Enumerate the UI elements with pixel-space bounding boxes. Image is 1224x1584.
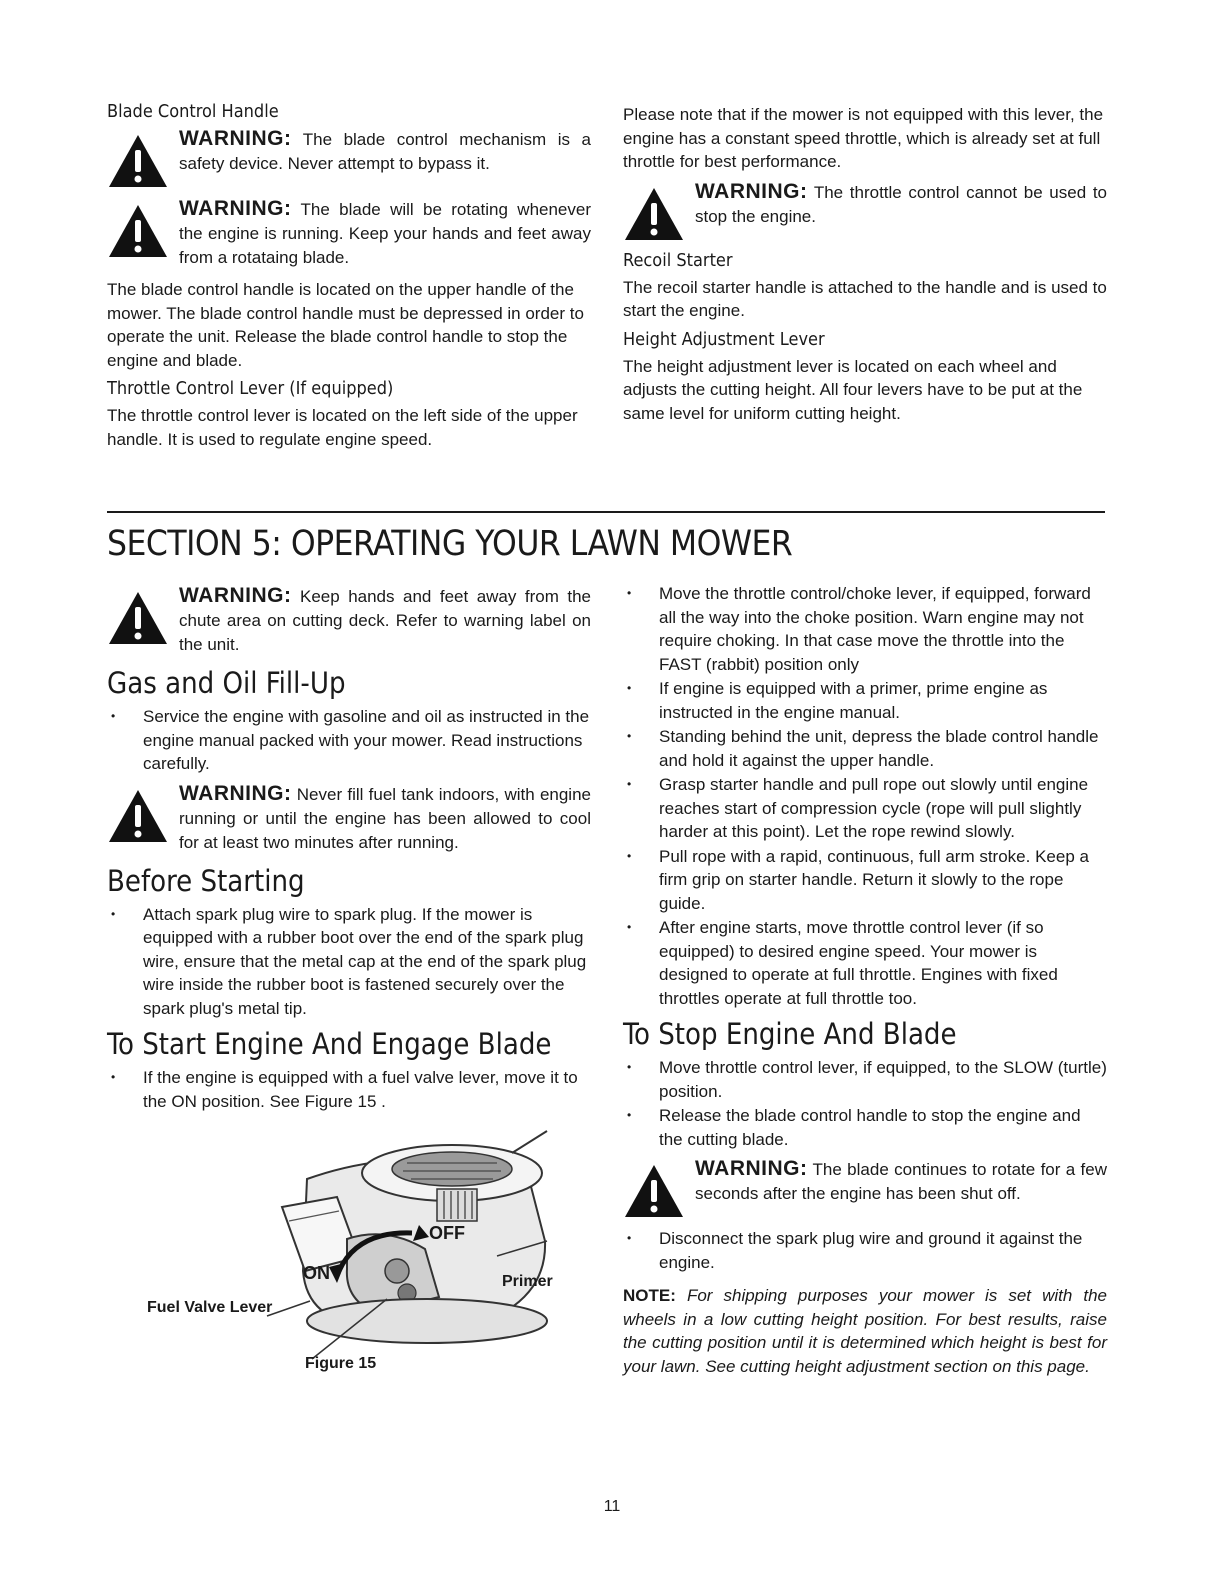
blade-control-body: The blade control handle is located on the upper handle of the mower. The blade control handle must be depressed in order to operate the unit. Release the blade control handle to stop the engine and blade. bbox=[107, 280, 584, 370]
warning-throttle-stop bbox=[623, 180, 1107, 242]
height-heading: Height Adjustment Lever bbox=[623, 328, 825, 350]
section-title: SECTION 5: OPERATING YOUR LAWN MOWER bbox=[107, 524, 793, 564]
top-right-column bbox=[623, 103, 1107, 431]
list-item: • Attach spark plug wire to spark plug. If the mower is equipped with a rubber boot over the end of the spark plug wire, ensure that the metal cap at the end of the spark plug wire inside the rubber boot is fastened securely over the spark plug's metal tip. bbox=[107, 903, 591, 1021]
figure-label-off: OFF bbox=[429, 1223, 465, 1243]
shipping-note bbox=[623, 1284, 1107, 1378]
height-body: The height adjustment lever is located on each wheel and adjusts the cutting height. All four levers have to be put at the same level for uniform cutting height. bbox=[623, 356, 1083, 423]
start-engine-list bbox=[107, 1066, 591, 1113]
warning-triangle-icon bbox=[107, 133, 169, 189]
warning-blade-rotating bbox=[107, 197, 591, 270]
figure-label-on: ON bbox=[303, 1263, 330, 1283]
stop-engine-list-after bbox=[623, 1227, 1107, 1274]
throttle-body: The throttle control lever is located on the left side of the upper handle. It is used to regulate engine speed. bbox=[107, 406, 578, 449]
section-divider bbox=[107, 511, 1105, 513]
warning-text: Never fill fuel tank indoors, with engine running or until the engine has been allowed to cool for at least two minutes after running. bbox=[179, 784, 591, 852]
engine-illustration bbox=[107, 1121, 591, 1361]
list-item: • Grasp starter handle and pull rope out slowly until engine reaches start of compression cycle (rope will pull slightly harder at this point). Let the rope rewind slowly. bbox=[623, 773, 1107, 844]
warning-triangle-icon bbox=[623, 1163, 685, 1219]
note-label: NOTE: bbox=[623, 1286, 676, 1305]
warning-label: WARNING: bbox=[179, 127, 292, 150]
warning-label: WARNING: bbox=[695, 179, 808, 203]
warning-text: The blade control mechanism is a safety device. Never attempt to bypass it. bbox=[179, 130, 591, 173]
figure-label-fuel-valve: Fuel Valve Lever bbox=[147, 1299, 273, 1316]
warning-triangle-icon bbox=[107, 788, 169, 844]
list-item: • Move throttle control lever, if equipped, to the SLOW (turtle) position. bbox=[623, 1056, 1107, 1103]
warning-label: WARNING: bbox=[695, 1157, 808, 1180]
throttle-note: Please note that if the mower is not equipped with this lever, the engine has a constant speed throttle, which is already set at full throttle for best performance. bbox=[623, 105, 1104, 171]
warning-blade-mechanism bbox=[107, 127, 591, 189]
warning-triangle-icon bbox=[107, 203, 169, 259]
list-item: • Disconnect the spark plug wire and ground it against the engine. bbox=[623, 1227, 1107, 1274]
list-item: • Pull rope with a rapid, continuous, full arm stroke. Keep a firm grip on starter handle. Return it slowly to the rope guide. bbox=[623, 845, 1107, 916]
list-item: • If engine is equipped with a primer, prime engine as instructed in the engine manual. bbox=[623, 677, 1107, 724]
start-engine-list-continued bbox=[623, 582, 1107, 1010]
list-item: • Move the throttle control/choke lever, if equipped, forward all the way into the choke position. Warn engine may not require choking. In that case move the throttle into the FAST (rabbit) position only bbox=[623, 582, 1107, 676]
recoil-heading: Recoil Starter bbox=[623, 249, 733, 271]
start-engine-heading: To Start Engine And Engage Blade bbox=[107, 1027, 552, 1061]
figure-label-primer: Primer bbox=[502, 1273, 553, 1290]
bottom-left-column bbox=[107, 582, 591, 1411]
gas-oil-heading: Gas and Oil Fill-Up bbox=[107, 666, 346, 700]
warning-triangle-icon bbox=[107, 590, 169, 646]
top-left-column bbox=[107, 101, 591, 457]
stop-engine-list bbox=[623, 1056, 1107, 1151]
blade-control-heading: Blade Control Handle bbox=[107, 101, 279, 122]
warning-text: The blade continues to rotate for a few seconds after the engine has been shut off. bbox=[695, 1160, 1108, 1203]
warning-chute bbox=[107, 584, 591, 657]
list-item: • Service the engine with gasoline and oil as instructed in the engine manual packed with your mower. Read instructions carefully. bbox=[107, 705, 591, 776]
warning-triangle-icon bbox=[623, 186, 685, 242]
list-item: • Release the blade control handle to stop the engine and the cutting blade. bbox=[623, 1104, 1107, 1151]
recoil-body: The recoil starter handle is attached to the handle and is used to start the engine. bbox=[623, 277, 1107, 320]
list-item: • Standing behind the unit, depress the blade control handle and hold it against the upper handle. bbox=[623, 725, 1107, 772]
warning-label: WARNING: bbox=[179, 781, 292, 805]
stop-engine-heading: To Stop Engine And Blade bbox=[623, 1017, 957, 1051]
list-item: • After engine starts, move throttle control lever (if so equipped) to desired engine speed. Your mower is designed to operate at full throttle. Engines with fixed throttles operate at full throttle too. bbox=[623, 916, 1107, 1010]
figure-caption: Figure 15 bbox=[305, 1355, 377, 1372]
warning-text: Keep hands and feet away from the chute area on cutting deck. Refer to warning label on the unit. bbox=[179, 587, 591, 654]
list-item: • If the engine is equipped with a fuel valve lever, move it to the ON position. See Figure 15 . bbox=[107, 1066, 591, 1113]
warning-label: WARNING: bbox=[179, 197, 292, 220]
before-starting-heading: Before Starting bbox=[107, 863, 305, 898]
page-number: 11 bbox=[603, 1498, 621, 1515]
warning-label: WARNING: bbox=[179, 584, 292, 607]
warning-text: The throttle control cannot be used to stop the engine. bbox=[695, 182, 1107, 226]
bottom-right-column bbox=[623, 582, 1107, 1378]
warning-text: The blade will be rotating whenever the engine is running. Keep your hands and feet away from a rotataing blade. bbox=[179, 200, 591, 267]
note-body: For shipping purposes your mower is set with the wheels in a low cutting height position. For best results, raise the cutting position until it is determined which height is best for your lawn. See cutting height adjustment section on this page. bbox=[623, 1286, 1107, 1376]
before-starting-list bbox=[107, 903, 591, 1021]
warning-blade-continues bbox=[623, 1157, 1107, 1219]
gas-oil-list bbox=[107, 705, 591, 776]
throttle-heading: Throttle Control Lever (If equipped) bbox=[107, 378, 394, 399]
warning-fuel bbox=[107, 782, 591, 855]
figure-15 bbox=[107, 1121, 591, 1411]
